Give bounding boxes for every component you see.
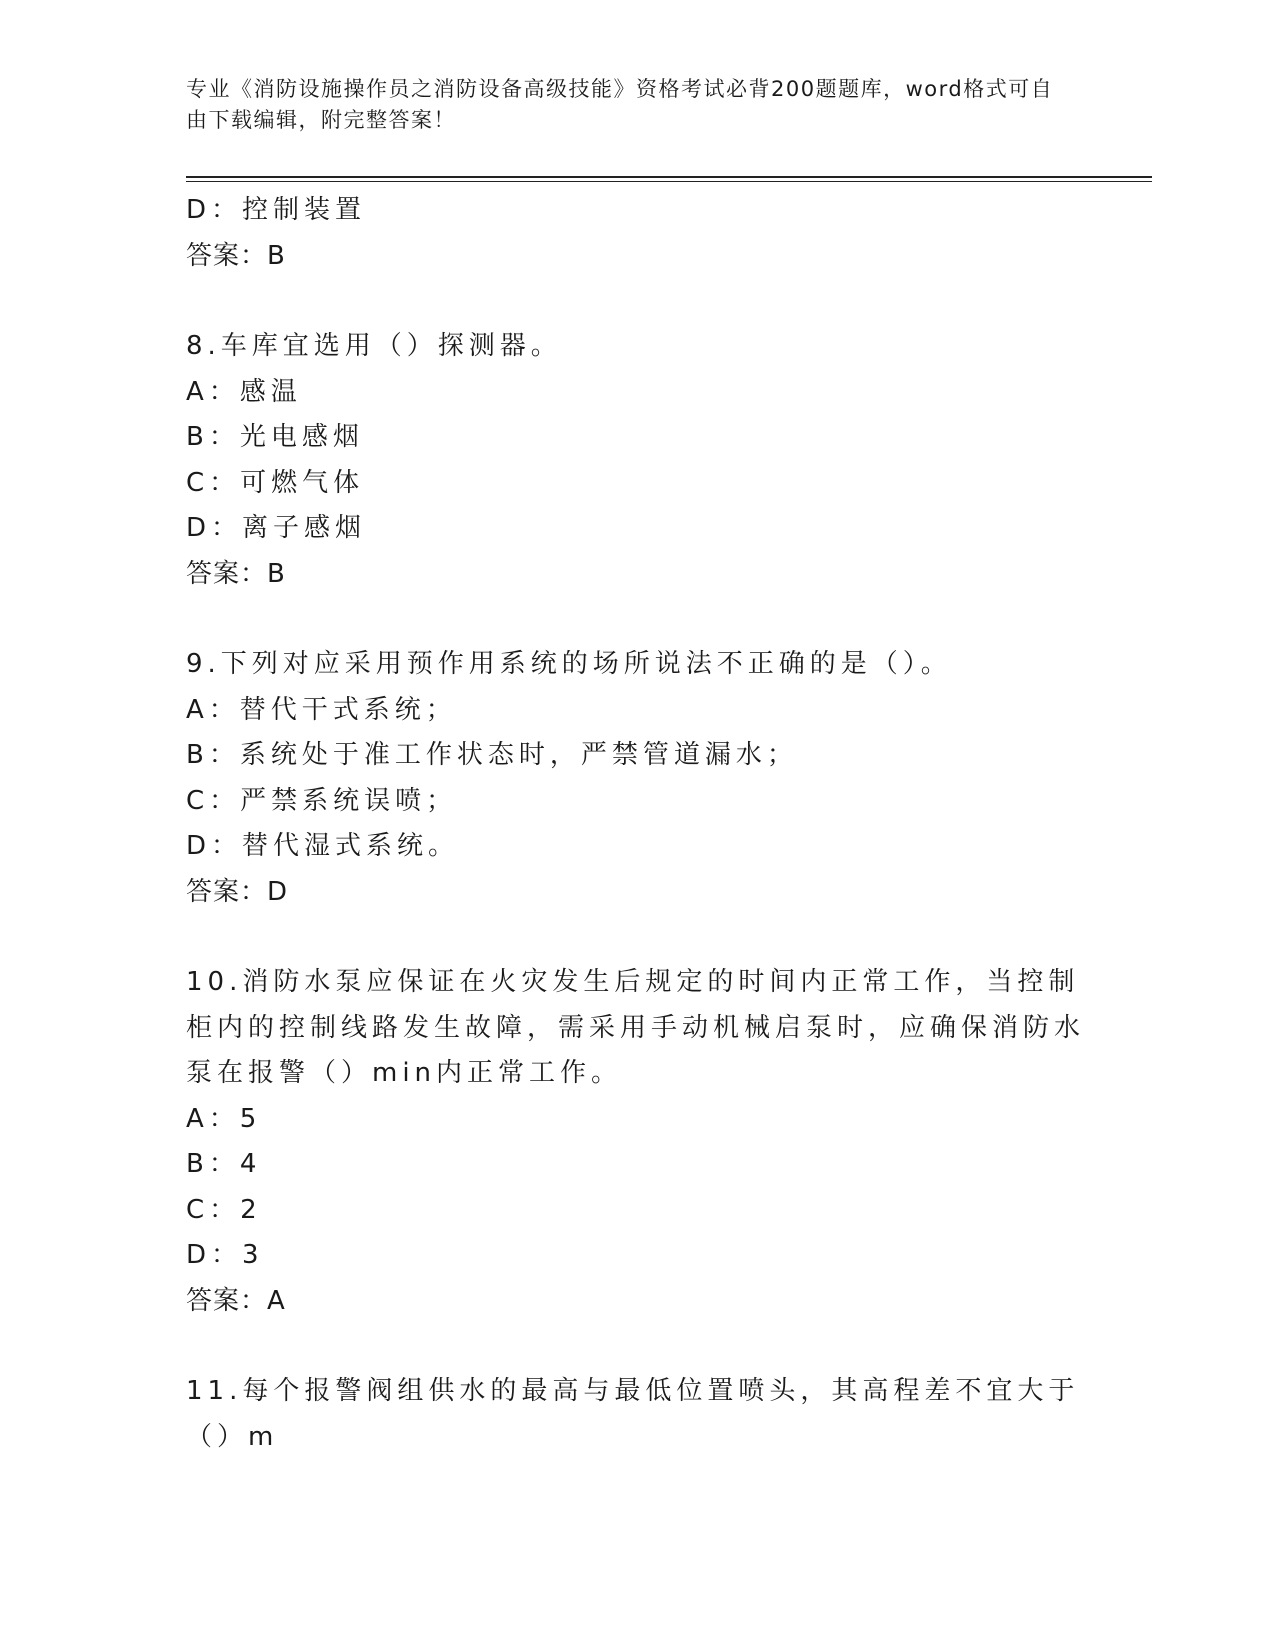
question-stem: 11.每个报警阀组供水的最高与最低位置喷头，其高程差不宜大于（）m — [186, 1376, 1080, 1452]
option-d: D：3 — [186, 1240, 264, 1270]
option-c: C：严禁系统误喷； — [186, 785, 458, 816]
header-rule-thick — [186, 176, 1152, 178]
header-rule-thin — [186, 181, 1152, 182]
question-11 — [186, 1369, 1086, 1460]
question-stem: 9.下列对应采用预作用系统的场所说法不正确的是（）。 — [186, 649, 952, 679]
answer: 答案：D — [186, 876, 289, 907]
option-d: D：离子感烟 — [186, 513, 367, 543]
question-content — [186, 188, 1086, 1460]
document-header: 专业《消防设施操作员之消防设备高级技能》资格考试必背200题题库，word格式可自由下载编辑，附完整答案！ — [186, 77, 1054, 132]
prev-answer: 答案：B — [186, 240, 286, 271]
answer: 答案：B — [186, 558, 286, 589]
option-c: C：2 — [186, 1194, 262, 1225]
question-9 — [186, 642, 1086, 915]
question-10 — [186, 960, 1086, 1324]
option-b: B：系统处于准工作状态时，严禁管道漏水； — [186, 740, 798, 770]
question-stem: 10.消防水泵应保证在火灾发生后规定的时间内正常工作，当控制柜内的控制线路发生故障，需采用手动机械启泵时，应确保消防水泵在报警（）min内正常工作。 — [186, 967, 1086, 1088]
prev-option-d: D：控制装置 — [186, 195, 367, 225]
option-a: A：5 — [186, 1103, 262, 1134]
option-d: D：替代湿式系统。 — [186, 831, 460, 861]
option-a: A：感温 — [186, 376, 302, 407]
question-8 — [186, 324, 1086, 597]
answer: 答案：A — [186, 1285, 286, 1316]
option-b: B：4 — [186, 1149, 262, 1179]
question-stem: 8.车库宜选用（）探测器。 — [186, 331, 562, 361]
option-b: B：光电感烟 — [186, 422, 364, 452]
option-a: A：替代干式系统； — [186, 694, 457, 725]
option-c: C：可燃气体 — [186, 467, 365, 498]
